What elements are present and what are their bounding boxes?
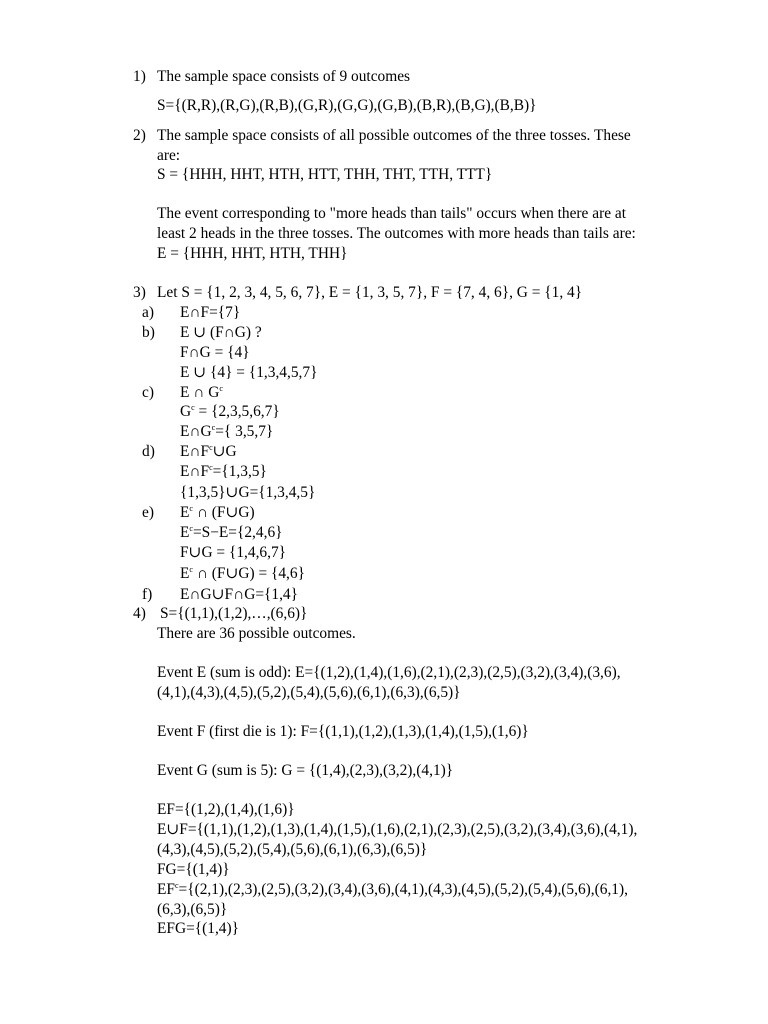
- q4-efc-line-2: (6,3),(6,5)}: [157, 901, 228, 918]
- q4-event-e-line-2: (4,1),(4,3),(4,5),(5,2),(5,4),(5,6),(6,1),(6,3),(6,5)}: [157, 684, 461, 701]
- q3-c-label: c): [142, 384, 154, 401]
- item-number-3: 3): [133, 284, 146, 301]
- q3-d-line-3: {1,3,5}∪G={1,3,4,5}: [180, 484, 316, 501]
- q3-d-line-1: $E\cap F^c\cup G$: [180, 443, 237, 460]
- q3-d-label: d): [142, 443, 155, 460]
- q2-event-e: E = {HHH, HHT, HTH, THH}: [157, 245, 348, 262]
- q2-line-1: The sample space consists of all possible outcomes of the three tosses. These: [157, 127, 631, 144]
- q2-line-4: The event corresponding to "more heads than tails" occurs when there are at: [157, 205, 626, 222]
- q4-sample-space: S={(1,1),(1,2),…,(6,6)}: [160, 605, 308, 622]
- q1-line-1: The sample space consists of 9 outcomes: [157, 68, 411, 85]
- q3-c-line-3: $E\cap G^c=${ 3,5,7}: [180, 423, 274, 440]
- q4-event-g: Event G (sum is 5): G = {(1,4),(2,3),(3,2),(4,1)}: [157, 762, 454, 779]
- q4-efg: EFG={(1,4)}: [157, 920, 240, 937]
- q4-efc-line-1: $EF^c=\{(2,1),(2,3),(2,5),(3,2),(3,4),(3,6),(4,1),(4,3),(4,5),(5,2),(5,4),(5,6),(6,1)$,: [157, 881, 628, 898]
- q3-e-line-2: $E^c=S-E=\{2,4,6\}$: [180, 524, 283, 541]
- item-number-4: 4): [133, 605, 146, 622]
- q3-b-line-2: F∩G = {4}: [180, 344, 250, 361]
- q2-line-5: least 2 heads in the three tosses. The outcomes with more heads than tails are:: [157, 225, 636, 242]
- q2-sample-space: S = {HHH, HHT, HTH, HTT, THH, THT, TTH, TTT}: [157, 166, 493, 183]
- q3-intro: Let S = {1, 2, 3, 4, 5, 6, 7}, E = {1, 3, 5, 7}, F = {7, 4, 6}, G = {1, 4}: [157, 284, 583, 301]
- q3-c-line-1: E ∩ $G^c$: [180, 384, 223, 401]
- q3-a-line-1: E∩F={7}: [180, 304, 241, 321]
- q3-d-line-2: $E\cap F^c=\{1,3,5\}$: [180, 463, 267, 480]
- q4-event-f: Event F (first die is 1): F={(1,1),(1,2),(1,3),(1,4),(1,5),(1,6)}: [157, 723, 529, 740]
- q4-ef: EF={(1,2),(1,4),(1,6)}: [157, 801, 295, 818]
- item-number-1: 1): [133, 68, 146, 85]
- q3-f-label: f): [142, 586, 153, 603]
- q4-outcome-count: There are 36 possible outcomes.: [157, 625, 356, 642]
- q3-e-line-4: $E^c$ ∩ (F∪G) = {4,6}: [180, 565, 305, 582]
- q3-e-label: e): [142, 504, 154, 521]
- q3-b-line-3: E ∪ {4} = {1,3,4,5,7}: [180, 364, 318, 381]
- q4-fg: FG={(1,4)}: [157, 861, 230, 878]
- q3-a-label: a): [142, 304, 154, 321]
- q4-e-union-f-line-2: (4,3),(4,5),(5,2),(5,4),(5,6),(6,1),(6,3),(6,5)}: [157, 841, 428, 858]
- item-number-2: 2): [133, 127, 146, 144]
- q3-e-line-1: $E^c$ ∩ (F∪G): [180, 504, 255, 521]
- q4-e-union-f-line-1: E∪F={(1,1),(1,2),(1,3),(1,4),(1,5),(1,6),(2,1),(2,3),(2,5),(3,2),(3,4),(3,6),(4,1),: [157, 821, 638, 838]
- q3-f-line-1: E∩G∪F∩G={1,4}: [180, 586, 299, 603]
- q1-sample-space: S={(R,R),(R,G),(R,B),(G,R),(G,G),(G,B),(B,R),(B,G),(B,B)}: [157, 97, 537, 114]
- q3-b-line-1: E ∪ (F∩G) ?: [180, 324, 262, 341]
- q3-c-line-2: $G^c = \{2,3,5,6,7\}$: [180, 403, 280, 420]
- q3-e-line-3: F∪G = {1,4,6,7}: [180, 544, 287, 561]
- q4-event-e-line-1: Event E (sum is odd): E={(1,2),(1,4),(1,6),(2,1),(2,3),(2,5),(3,2),(3,4),(3,6),: [157, 664, 621, 681]
- q2-line-2: are:: [157, 147, 181, 164]
- q3-b-label: b): [142, 324, 155, 341]
